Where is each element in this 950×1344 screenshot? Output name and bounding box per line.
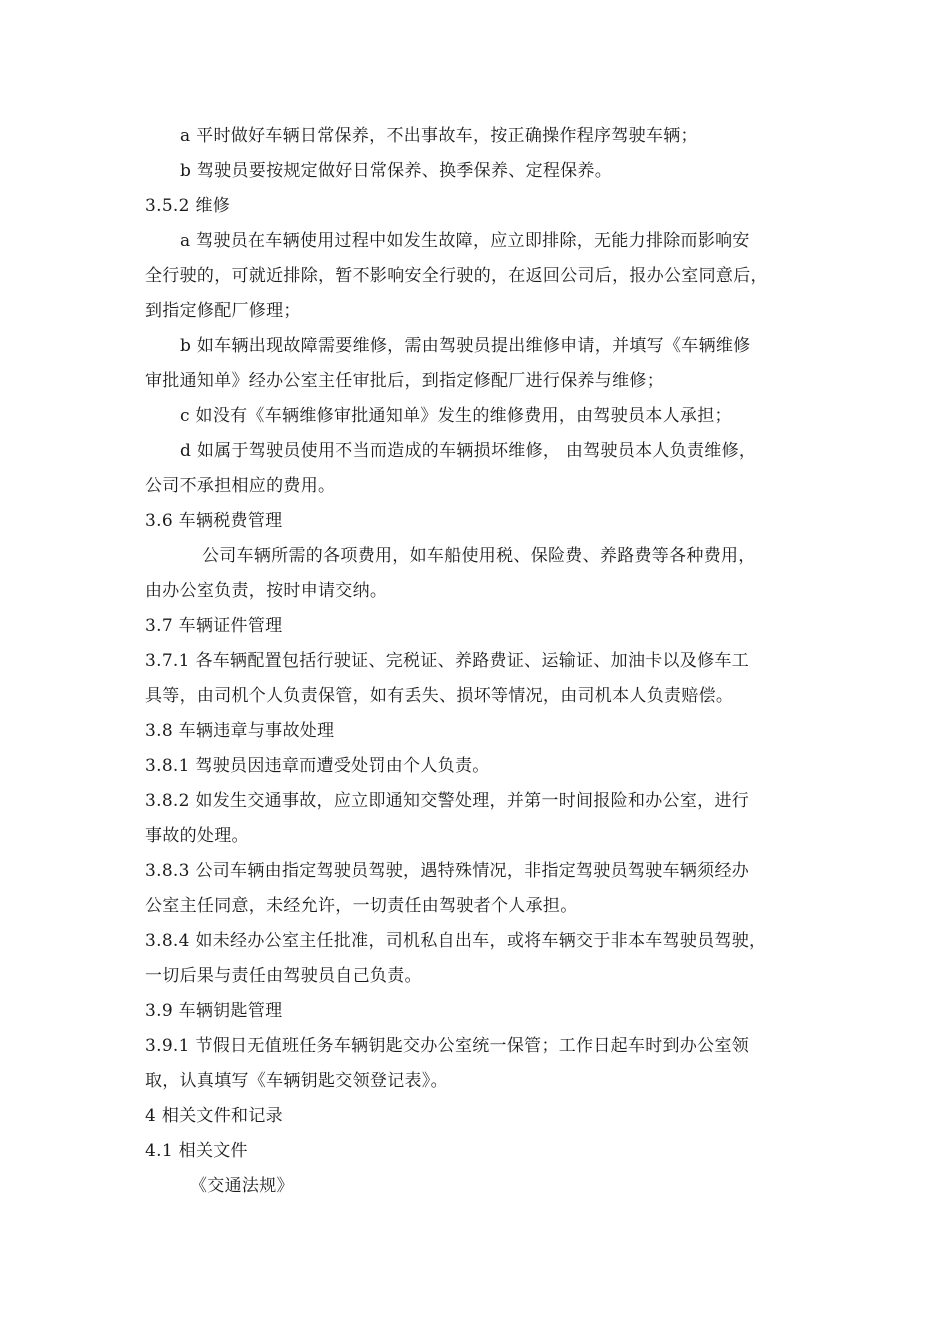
section-heading: 3.8 车辆违章与事故处理 <box>145 721 335 741</box>
text-line: 3.8.3 公司车辆由指定驾驶员驾驶，遇特殊情况，非指定驾驶员驾驶车辆须经办 <box>145 861 750 881</box>
text-line: 事故的处理。 <box>145 826 249 846</box>
text-line: b 如车辆出现故障需要维修，需由驾驶员提出维修申请，并填写《车辆维修 <box>180 336 751 356</box>
text-line: 3.8.2 如发生交通事故，应立即通知交警处理，并第一时间报险和办公室，进行 <box>145 791 750 811</box>
text-line: 审批通知单》经办公室主任审批后，到指定修配厂进行保养与维修； <box>145 371 664 391</box>
text-line: 公司车辆所需的各项费用，如车船使用税、保险费、养路费等各种费用， <box>202 546 756 566</box>
text-line: 取，认真填写《车辆钥匙交领登记表》。 <box>145 1071 448 1091</box>
text-line: b 驾驶员要按规定做好日常保养、换季保养、定程保养。 <box>180 161 613 181</box>
text-line: a 驾驶员在车辆使用过程中如发生故障，应立即排除，无能力排除而影响安 <box>180 231 750 251</box>
section-heading: 3.7 车辆证件管理 <box>145 616 283 636</box>
text-line: c 如没有《车辆维修审批通知单》发生的维修费用，由驾驶员本人承担； <box>180 406 732 426</box>
text-line: 公室主任同意，未经允许，一切责任由驾驶者个人承担。 <box>145 896 578 916</box>
document-reference: 《交通法规》 <box>190 1176 294 1196</box>
section-heading: 3.5.2 维修 <box>145 196 231 216</box>
text-line: a 平时做好车辆日常保养，不出事故车，按正确操作程序驾驶车辆； <box>180 126 698 146</box>
text-line: 由办公室负责，按时申请交纳。 <box>145 581 388 601</box>
text-line: 3.8.1 驾驶员因违章而遭受处罚由个人负责。 <box>145 756 490 776</box>
text-line: 全行驶的，可就近排除，暂不影响安全行驶的，在返回公司后，报办公室同意后， <box>145 266 768 286</box>
section-heading: 4 相关文件和记录 <box>145 1106 283 1126</box>
text-line: d 如属于驾驶员使用不当而造成的车辆损坏维修， 由驾驶员本人负责维修， <box>180 441 757 461</box>
text-line: 3.8.4 如未经办公室主任批准，司机私自出车，或将车辆交于非本车驾驶员驾驶， <box>145 931 767 951</box>
text-line: 3.7.1 各车辆配置包括行驶证、完税证、养路费证、运输证、加油卡以及修车工 <box>145 651 750 671</box>
text-line: 公司不承担相应的费用。 <box>145 476 336 496</box>
section-heading: 3.9 车辆钥匙管理 <box>145 1001 283 1021</box>
text-line: 一切后果与责任由驾驶员自己负责。 <box>145 966 422 986</box>
section-heading: 4.1 相关文件 <box>145 1141 248 1161</box>
text-line: 3.9.1 节假日无值班任务车辆钥匙交办公室统一保管；工作日起车时到办公室领 <box>145 1036 750 1056</box>
text-line: 具等，由司机个人负责保管，如有丢失、损坏等情况，由司机本人负责赔偿。 <box>145 686 734 706</box>
text-line: 到指定修配厂修理； <box>145 301 301 321</box>
section-heading: 3.6 车辆税费管理 <box>145 511 283 531</box>
